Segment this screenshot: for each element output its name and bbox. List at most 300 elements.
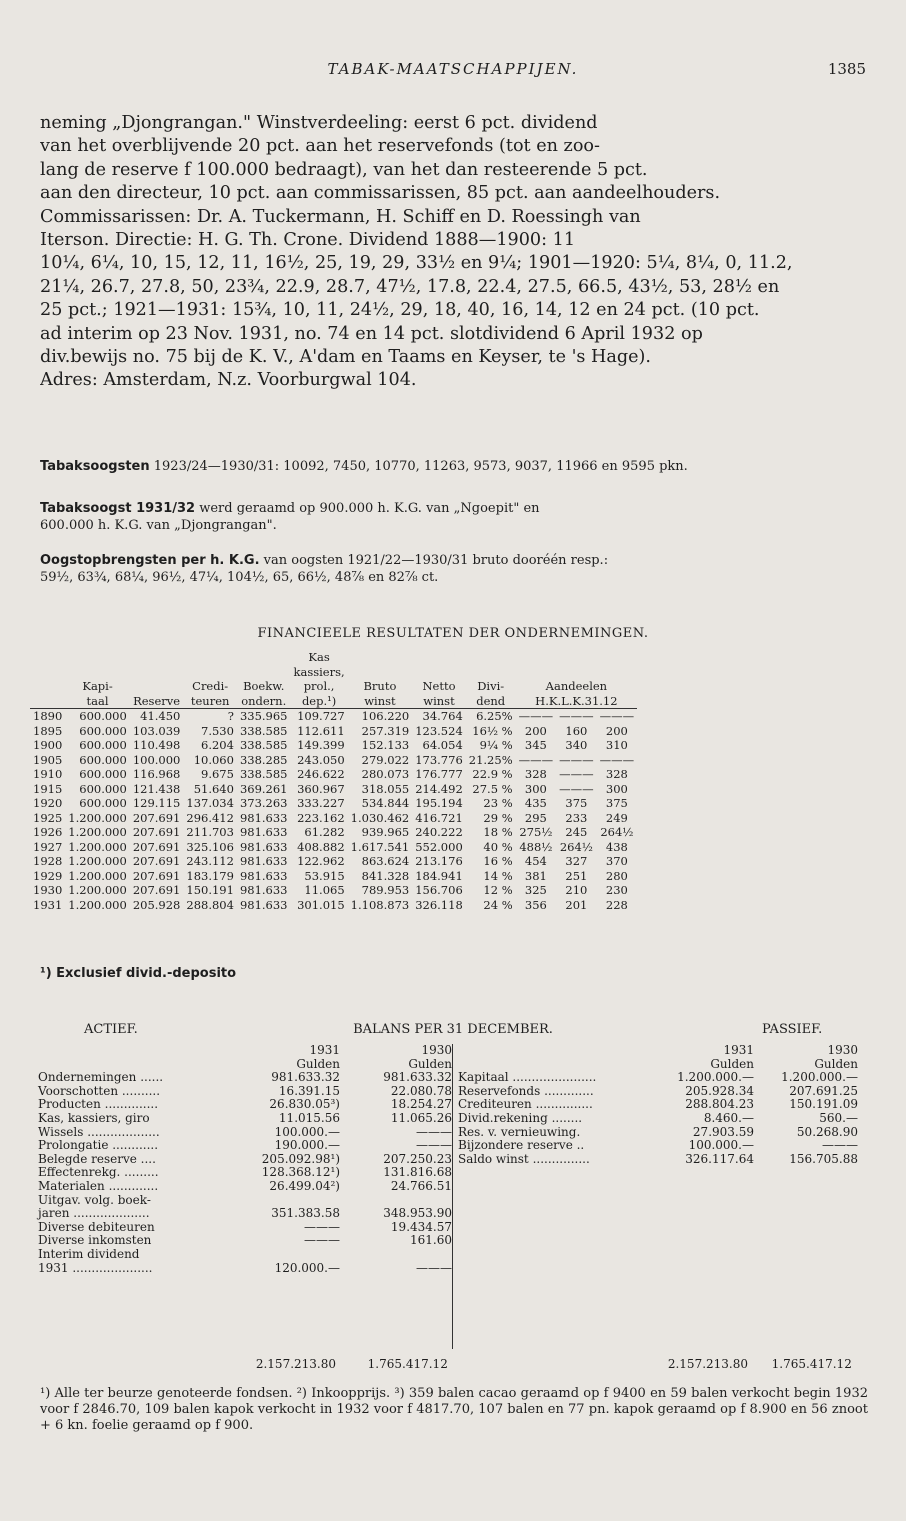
table-cell: 11.065: [304, 883, 345, 897]
table-row: [30, 724, 637, 739]
passief-row: [456, 1139, 860, 1153]
table-cell: 789.953: [361, 883, 410, 897]
balance-item-value: 27.903.59: [692, 1124, 754, 1139]
balance-item-value: 288.804.23: [685, 1097, 754, 1112]
balance-item-value: 351.383.58: [271, 1206, 340, 1221]
table-cell: 279.022: [361, 752, 410, 767]
table-cell: 230: [605, 883, 628, 897]
table-cell: 1.200.000: [68, 854, 127, 868]
table-cell: 184.941: [415, 868, 463, 883]
actief-row: [36, 1180, 454, 1194]
intro-line: Commissarissen: Dr. A. Tuckermann, H. Schiff en D. Roessingh van: [40, 206, 641, 227]
table-cell: 251: [565, 868, 588, 883]
intro-line: Iterson. Directie: H. G. Th. Crone. Dividend 1888—1900: 11: [40, 230, 576, 251]
table-row: [30, 738, 637, 753]
table-cell: 375: [605, 796, 628, 810]
table-cell: 1930: [33, 883, 63, 897]
passief-year-1930: 1930: [827, 1043, 858, 1057]
intro-line: ad interim op 23 Nov. 1931, no. 74 en 14 pct. slotdividend 6 April 1932 op: [40, 323, 703, 344]
table-row: [30, 898, 637, 913]
balance-item-label: Uitgav. volg. boek-: [38, 1192, 151, 1207]
oogst-1931-line1: werd geraamd op 900.000 h. K.G. van „Ngoepit" en: [199, 501, 540, 516]
table-cell: 207.691: [132, 854, 181, 868]
table-cell: 1928: [33, 854, 63, 868]
running-header-title: TABAK-MAATSCHAPPIJEN.: [327, 60, 579, 78]
balance-item-value: 128.368.12¹): [261, 1165, 340, 1180]
passief-row: [456, 1126, 860, 1140]
balance-item-label: Diverse debiteuren: [38, 1219, 155, 1234]
table-cell: 246.622: [297, 767, 345, 781]
table-cell: 207.691: [132, 883, 181, 897]
table-cell: 228: [605, 897, 628, 912]
table-cell: 338.585: [239, 723, 288, 738]
balance-item-label: Reservefonds .............: [458, 1083, 594, 1098]
table-cell: 369.261: [239, 781, 288, 796]
table-cell: 280.073: [361, 767, 410, 781]
table-cell: 61.282: [304, 825, 345, 839]
balance-item-value: [342, 1248, 454, 1262]
balance-item-label: Prolongatie ............: [38, 1138, 159, 1153]
company-description: [40, 112, 868, 393]
oogsten-text: 1923/24—1930/31: 10092, 7450, 10770, 11263, 9573, 9037, 11966 en 9595 pkn.: [153, 459, 688, 474]
table-cell: 356: [524, 897, 547, 912]
boekwaarde-header: Boekw. ondern.: [241, 679, 287, 708]
balance-item-value: ———: [822, 1138, 858, 1153]
balance-item-label: Voorschotten ..........: [38, 1083, 161, 1098]
table-cell: 207.691: [132, 825, 181, 839]
table-cell: 328: [605, 767, 628, 781]
balance-item-value: 8.460.—: [703, 1110, 754, 1125]
table-cell: 600.000: [65, 709, 130, 724]
table-cell: 1931: [33, 897, 63, 912]
table-cell: 435: [524, 796, 547, 810]
table-cell: 183.179: [186, 868, 234, 883]
table-cell: 1900: [33, 738, 63, 752]
balance-item-value: 100.000.—: [274, 1124, 340, 1139]
table-cell: 40 %: [483, 839, 513, 854]
opbrengst-line2: 59½, 63¾, 68¼, 96½, 47¼, 104½, 65, 66½, 48⅞ en 82⅞ ct.: [40, 570, 439, 585]
table-cell: 288.804: [186, 897, 234, 912]
table-row: [30, 796, 637, 811]
table-cell: 34.764: [412, 709, 466, 724]
intro-line: 10¼, 6¼, 10, 15, 12, 11, 16½, 25, 19, 29, 33½ en 9¼; 1901—1920: 5¼, 8¼, 0, 11.2,: [40, 253, 793, 274]
balance-item-value: [230, 1194, 342, 1208]
table-cell: 981.633: [239, 825, 288, 839]
dividend-header: Divi- dend: [476, 679, 506, 708]
intro-line: neming „Djongrangan." Winstverdeeling: eerst 6 pct. dividend: [40, 113, 598, 133]
table-cell: 29 %: [483, 810, 513, 825]
table-row: [30, 840, 637, 855]
table-cell: 295: [524, 810, 547, 825]
balance-item-value: 120.000.—: [274, 1260, 340, 1275]
balance-item-value: ———: [416, 1124, 452, 1139]
table-cell: 160: [565, 723, 588, 738]
table-cell: 1.200.000: [68, 868, 127, 883]
table-cell: 195.194: [415, 796, 463, 810]
table-cell: 600.000: [79, 796, 127, 810]
table-cell: 552.000: [415, 839, 463, 854]
crediteuren-header: Credi- teuren: [190, 679, 230, 708]
table-cell: ———: [516, 709, 557, 724]
aandeelen-header: Aandeelen H.K.L.K.31.12: [535, 679, 618, 708]
passief-label: PASSIEF.: [762, 1022, 823, 1037]
table-cell: 201: [565, 897, 588, 912]
table-cell: 240.222: [415, 825, 463, 839]
table-cell: 373.263: [239, 796, 288, 810]
table-cell: 1926: [33, 825, 63, 839]
actief-row: [36, 1221, 454, 1235]
balance-item-value: 100.000.—: [688, 1138, 754, 1153]
table-cell: 200: [605, 723, 628, 738]
oogst-1931-paragraph: [40, 500, 868, 534]
table-cell: 1.617.541: [350, 839, 410, 854]
table-cell: 375: [565, 796, 588, 810]
balance-item-value: 981.633.32: [383, 1070, 452, 1085]
actief-row: [36, 1139, 454, 1153]
table-cell: 103.039: [132, 723, 181, 738]
table-cell: 150.191: [186, 883, 234, 897]
table-cell: 213.176: [415, 854, 463, 868]
table-row: [30, 753, 637, 768]
table-cell: 1.108.873: [350, 897, 410, 912]
passief-row: [456, 1098, 860, 1112]
table-cell: 109.727: [291, 709, 348, 724]
table-cell: 863.624: [361, 854, 410, 868]
balance-item-value: 22.080.78: [390, 1083, 452, 1098]
balance-item-label: 1931 .....................: [38, 1260, 153, 1275]
page-number: 1385: [827, 60, 866, 78]
table-cell: ———: [559, 767, 594, 781]
table-cell: 345: [524, 738, 547, 752]
table-cell: 211.703: [186, 825, 234, 839]
actief-label: ACTIEF.: [84, 1022, 138, 1037]
reserve-header: Reserve: [133, 693, 181, 708]
table-cell: 325.106: [186, 839, 234, 854]
intro-line: Adres: Amsterdam, N.z. Voorburgwal 104.: [40, 370, 417, 391]
balance-footnotes: ¹) Alle ter beurze genoteerde fondsen. ²) Inkoopprijs. ³) 359 balen cacao geraamd op f 9400 en 59 balen verkocht begin 1932 voor f 2846.70, 109 balen kapok verkocht in 1932 voor f 4817.70, 107 balen en 77 pn. kapok geraamd op f 8.900 en 56 znoot + 6 kn. foelie geraamd op f 900.: [40, 1386, 868, 1433]
actief-row: [36, 1071, 454, 1085]
table-cell: 53.915: [304, 868, 345, 883]
balance-item-value: 50.268.90: [796, 1124, 858, 1139]
actief-year-1931: 1931: [309, 1043, 340, 1057]
table-cell: 454: [524, 854, 547, 868]
balance-item-value: ———: [304, 1233, 340, 1248]
balance-item-value: 190.000.—: [274, 1138, 340, 1153]
balance-item-value: 207.250.23: [383, 1151, 452, 1166]
table-cell: 335.965: [237, 709, 291, 724]
balance-item-value: ———: [416, 1260, 452, 1275]
table-cell: 600.000: [79, 781, 127, 796]
passief-row: [456, 1153, 860, 1167]
table-cell: 340: [565, 738, 588, 752]
balance-item-value: 131.816.68: [383, 1165, 452, 1180]
table-cell: 381: [524, 868, 547, 883]
balance-item-value: 19.434.57: [390, 1219, 452, 1234]
table-cell: 14 %: [483, 868, 513, 883]
table-cell: 600.000: [79, 767, 127, 781]
actief-total-1931: 2.157.213.80: [255, 1357, 336, 1371]
balance-item-value: 1.200.000.—: [781, 1070, 858, 1085]
table-cell: 600.000: [79, 723, 127, 738]
actief-unit-1930: Gulden: [408, 1056, 452, 1071]
balance-item-label: Bijzondere reserve ..: [458, 1138, 585, 1153]
table-cell: ———: [599, 752, 635, 767]
table-cell: 981.633: [239, 868, 288, 883]
balance-item-value: 26.499.04²): [269, 1178, 340, 1193]
table-cell: ———: [559, 752, 594, 767]
table-cell: 328: [524, 767, 547, 781]
table-cell: 27.5 %: [472, 781, 513, 796]
oogsten-label: Tabaksoogsten: [40, 459, 150, 474]
table-cell: 16 %: [483, 854, 513, 868]
table-cell: 310: [605, 738, 628, 752]
table-cell: 1910: [33, 767, 63, 781]
table-cell: 338.585: [239, 738, 288, 752]
table-cell: 137.034: [186, 796, 234, 810]
passief-row: [456, 1085, 860, 1099]
table-cell: 205.928: [132, 897, 181, 912]
table-cell: 981.633: [239, 897, 288, 912]
table-row: [30, 883, 637, 898]
balance-item-value: 24.766.51: [390, 1178, 452, 1193]
balance-item-label: Divid.rekening ........: [458, 1110, 583, 1125]
intro-line: lang de reserve f 100.000 bedraagt), van het dan resteerende 5 pct.: [40, 159, 648, 180]
table-cell: 275½: [519, 825, 553, 839]
table-cell: 981.633: [239, 810, 288, 825]
table-cell: 123.524: [415, 723, 463, 738]
fin-title: FINANCIEELE RESULTATEN DER ONDERNEMINGEN.: [257, 626, 649, 641]
balance-item-value: 11.015.56: [278, 1110, 340, 1125]
balance-item-value: 326.117.64: [685, 1151, 754, 1166]
table-cell: 1929: [33, 868, 63, 883]
table-cell: 1915: [33, 781, 63, 796]
table-cell: ———: [597, 709, 638, 724]
balance-item-label: Producten ..............: [38, 1097, 159, 1112]
table-cell: 981.633: [239, 839, 288, 854]
table-cell: ———: [559, 781, 594, 796]
table-cell: 156.706: [415, 883, 463, 897]
actief-row: [36, 1207, 454, 1221]
table-cell: 264½: [600, 825, 634, 839]
table-cell: 24 %: [483, 897, 513, 912]
balance-item-label: Res. v. vernieuwing.: [458, 1124, 581, 1139]
balance-item-label: Ondernemingen ......: [38, 1070, 164, 1085]
table-cell: 7.530: [201, 723, 234, 738]
table-cell: 1920: [33, 796, 63, 810]
table-cell: 296.412: [186, 810, 234, 825]
opbrengst-line1: van oogsten 1921/22—1930/31 bruto dooréén resp.:: [263, 553, 609, 568]
balance-item-value: 1.200.000.—: [677, 1070, 754, 1085]
actief-total-1930: 1.765.417.12: [367, 1357, 448, 1371]
table-row: [30, 825, 637, 840]
balance-item-value: 348.953.90: [383, 1206, 452, 1221]
kas-header: Kas kassiers, prol., dep.¹): [293, 650, 345, 708]
table-cell: 210: [565, 883, 588, 897]
oogst-1931-label: Tabaksoogst 1931/32: [40, 501, 196, 516]
table-cell: 841.328: [361, 868, 410, 883]
opbrengst-label: Oogstopbrengsten per h. K.G.: [40, 553, 260, 568]
table-cell: ———: [556, 709, 597, 724]
table-cell: 106.220: [348, 709, 413, 724]
table-row: [30, 811, 637, 826]
table-cell: 1.200.000: [68, 810, 127, 825]
balance-item-value: 207.691.25: [789, 1083, 858, 1098]
table-cell: 9¼ %: [479, 738, 513, 752]
balance-item-label: Wissels ...................: [38, 1124, 160, 1139]
bruto-winst-header: Bruto winst: [363, 679, 397, 708]
table-cell: 338.285: [239, 752, 288, 767]
actief-row: [36, 1166, 454, 1180]
passief-row: [456, 1112, 860, 1126]
table-cell: 223.162: [297, 810, 345, 825]
table-cell: 438: [605, 839, 628, 854]
table-row: [30, 782, 637, 797]
intro-line: div.bewijs no. 75 bij de K. V., A'dam en Taams en Keyser, te 's Hage).: [40, 347, 652, 368]
table-cell: 301.015: [297, 897, 345, 912]
oogst-1931-line2: 600.000 h. K.G. van „Djongrangan".: [40, 518, 277, 533]
intro-line: 25 pct.; 1921—1931: 15¾, 10, 11, 24½, 29, 18, 40, 16, 14, 12 en 24 pct. (10 pct.: [40, 300, 760, 321]
balance-item-value: ———: [304, 1219, 340, 1234]
table-cell: 21.25%: [468, 752, 513, 767]
table-cell: 116.968: [132, 767, 181, 781]
table-cell: 176.777: [415, 767, 463, 781]
table-cell: 129.115: [132, 796, 181, 810]
table-cell: 149.399: [297, 738, 345, 752]
table-cell: 41.450: [130, 709, 184, 724]
table-cell: 981.633: [239, 883, 288, 897]
balance-item-label: Kas, kassiers, giro: [38, 1110, 150, 1125]
balance-item-value: 981.633.32: [271, 1070, 340, 1085]
year-header: [30, 650, 65, 709]
table-cell: 257.319: [361, 723, 410, 738]
table-cell: 318.055: [361, 781, 410, 796]
balance-item-value: 156.705.88: [789, 1151, 858, 1166]
table-cell: 152.133: [361, 738, 410, 752]
table-cell: 325: [524, 883, 547, 897]
table-cell: 360.967: [297, 781, 345, 796]
table-cell: 1.200.000: [68, 825, 127, 839]
actief-row: [36, 1234, 454, 1248]
table-cell: 18 %: [483, 825, 513, 839]
actief-row: [36, 1126, 454, 1140]
actief-row: [36, 1153, 454, 1167]
table-cell: 112.611: [297, 723, 345, 738]
balance-item-value: 16.391.15: [278, 1083, 340, 1098]
table-cell: 22.9 %: [472, 767, 513, 781]
table-cell: 110.498: [132, 738, 181, 752]
passief-total-1930: 1.765.417.12: [771, 1357, 852, 1371]
kapitaal-header: Kapi- taal: [82, 679, 113, 708]
table-cell: 939.965: [361, 825, 410, 839]
balance-item-value: 205.092.98¹): [261, 1151, 340, 1166]
balance-item-value: 205.928.34: [685, 1083, 754, 1098]
table-cell: 122.962: [297, 854, 345, 868]
passief-table: [456, 1044, 860, 1166]
table-cell: 243.050: [297, 752, 345, 767]
table-row: [30, 709, 637, 724]
balance-item-value: 18.254.27: [390, 1097, 452, 1112]
table-cell: 207.691: [132, 839, 181, 854]
actief-row: [36, 1112, 454, 1126]
balance-item-label: Kapitaal ......................: [458, 1070, 597, 1085]
table-cell: 488½: [519, 839, 553, 854]
passief-row: [456, 1071, 860, 1085]
intro-line: van het overblijvende 20 pct. aan het reservefonds (tot en zoo-: [40, 136, 600, 157]
balance-item-label: jaren ....................: [38, 1206, 150, 1221]
table-cell: 333.227: [297, 796, 345, 810]
table-cell: 121.438: [132, 781, 181, 796]
table-cell: 1890: [30, 709, 65, 724]
table-cell: 249: [605, 810, 628, 825]
table-cell: 338.585: [239, 767, 288, 781]
table-cell: 23 %: [483, 796, 513, 810]
passief-total-1931: 2.157.213.80: [667, 1357, 748, 1371]
table-cell: 1.200.000: [68, 839, 127, 854]
table-cell: 214.492: [415, 781, 463, 796]
actief-row: [36, 1098, 454, 1112]
table-cell: 6.25%: [466, 709, 516, 724]
table-row: [30, 854, 637, 869]
table-cell: 327: [565, 854, 588, 868]
balance-item-label: Effectenrekg. .........: [38, 1165, 159, 1180]
balance-item-label: Belegde reserve ....: [38, 1151, 156, 1166]
table-cell: 981.633: [239, 854, 288, 868]
balance-item-label: Interim dividend: [38, 1246, 140, 1261]
table-cell: 534.844: [361, 796, 410, 810]
balance-divider: [452, 1044, 453, 1349]
financial-results-table: [30, 650, 637, 912]
table-cell: 207.691: [132, 810, 181, 825]
balance-item-label: Materialen .............: [38, 1178, 159, 1193]
table-cell: 173.776: [415, 752, 463, 767]
balance-item-label: Diverse inkomsten: [38, 1233, 152, 1248]
table-cell: ———: [518, 752, 554, 767]
table-row: [30, 869, 637, 884]
table-cell: 1.200.000: [68, 883, 127, 897]
balance-item-value: [342, 1194, 454, 1208]
table-cell: 9.675: [201, 767, 234, 781]
actief-year-1930: 1930: [421, 1043, 452, 1057]
actief-unit-1931: Gulden: [296, 1056, 340, 1071]
actief-table: [36, 1044, 454, 1275]
table-cell: 370: [605, 854, 628, 868]
intro-line: aan den directeur, 10 pct. aan commissarissen, 85 pct. aan aandeelhouders.: [40, 183, 721, 204]
table-cell: 1.200.000: [68, 897, 127, 912]
balance-item-value: ———: [416, 1138, 452, 1153]
table-cell: 243.112: [186, 854, 234, 868]
opbrengst-paragraph: [40, 552, 868, 586]
table-cell: 1895: [33, 723, 63, 738]
balance-item-value: 150.191.09: [789, 1097, 858, 1112]
table-cell: 600.000: [79, 738, 127, 752]
netto-winst-header: Netto winst: [422, 679, 456, 708]
table-cell: 207.691: [132, 868, 181, 883]
fin-footnote: ¹) Exclusief divid.-deposito: [40, 966, 237, 981]
balance-item-value: 161.60: [410, 1233, 452, 1248]
table-cell: ?: [183, 709, 237, 724]
table-cell: 1927: [33, 839, 63, 854]
actief-row: [36, 1248, 454, 1262]
table-cell: 64.054: [422, 738, 463, 752]
table-cell: 280: [605, 868, 628, 883]
table-cell: 408.882: [297, 839, 345, 854]
table-cell: 10.060: [193, 752, 234, 767]
actief-row: [36, 1262, 454, 1276]
table-cell: 600.000: [79, 752, 127, 767]
table-cell: 12 %: [483, 883, 513, 897]
table-cell: 233: [565, 810, 588, 825]
passief-year-1931: 1931: [723, 1043, 754, 1057]
